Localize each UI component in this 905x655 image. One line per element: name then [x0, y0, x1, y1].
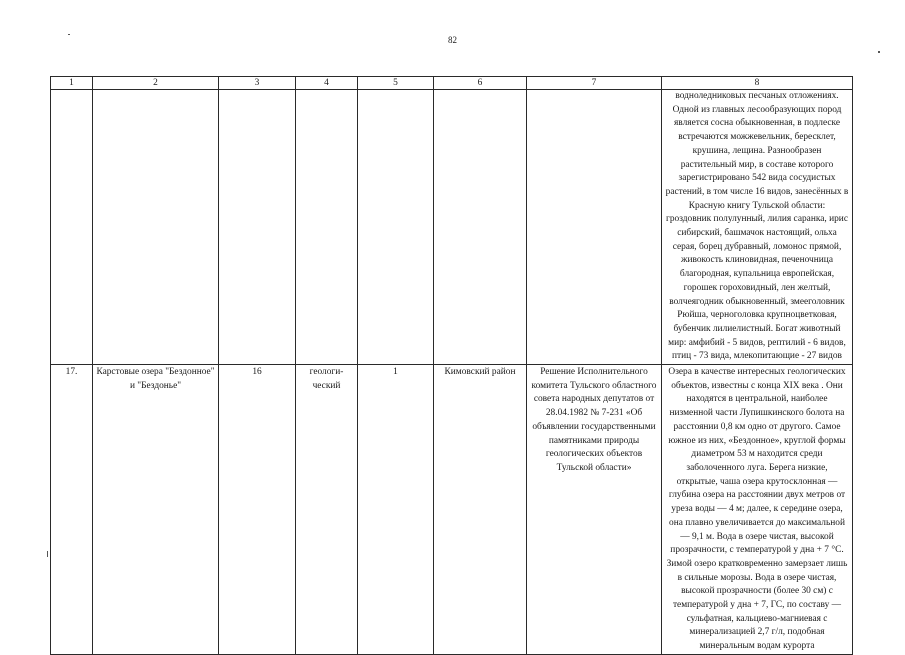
description-cell: водноледниковых песчаных отложениях. Одной из главных лесообразующих пород является сосна обыкновенная, в подлеске встречаются можжевельник, бересклет, крушина, лещина. Разнообразен растительный мир, в составе которого зарегистрировано 542 вида сосудистых растений, в том числе 16 видов, занесённых в Красную книгу Тульской области: гроздовник полулунный, лилия саранка, ирис сибирский, башмачок настоящий, ольха серая, борец дубравный, ломонос прямой, живокость клиновидная, печеночница благородная, купальница европейская, горошек гороховидный, лен желтый, волчеягодник обыкновенный, змееголовник Рюйша, черноголовка крупноцветковая, бубенчик лилиелистный. Богат животный мир: амфибий - 5 видов, рептилий - 6 видов, птиц - 73 вида, млекопитающие - 27 видов [662, 90, 853, 365]
cell-empty [434, 90, 527, 365]
profile-cell: геологи-ческий [296, 365, 358, 655]
cell-empty [296, 90, 358, 365]
document-table [50, 76, 853, 655]
cell-empty [51, 90, 93, 365]
header-cell-6: 6 [434, 77, 527, 90]
cell-empty [93, 90, 219, 365]
header-cell-3: 3 [219, 77, 296, 90]
district-cell: Кимовский район [434, 365, 527, 655]
header-cell-7: 7 [527, 77, 662, 90]
cell-empty [219, 90, 296, 365]
scan-mark [68, 34, 70, 35]
category-cell: 1 [358, 365, 434, 655]
table-row-continuation [51, 90, 853, 365]
header-cell-5: 5 [358, 77, 434, 90]
legal-document-cell: Решение Исполнительного комитета Тульского областного совета народных депутатов от 28.04.1982 № 7-231 «Об объявлении государственными памятниками природы геологических объектов Тульской области» [527, 365, 662, 655]
area-cell: 16 [219, 365, 296, 655]
description-cell: Озера в качестве интересных геологических объектов, известны с конца XIX века . Они находятся в центральной, наиболее низменной части Лупишкинского болота на расстоянии 0,8 км одно от другого. Самое южное из них, «Бездонное», круглой формы диаметром 53 м находится среди заболоченного луга. Берега низкие, открытые, чаша озера крутосклонная — глубина озера на расстоянии двух метров от уреза воды — 4 м; далее, к середине озера, она плавно увеличивается до максимальной — 9,1 м. Вода в озере чистая, высокой прозрачности, с температурой у дна + 7 °С. Зимой озеро кратковременно замерзает лишь в сильные морозы. Вода в озере чистая, высокой прозрачности (более 30 см) с температурой у дна + 7, ГС, по составу — сульфатная, кальциево-магниевая с минерализацией 2,7 г/л, подобная минеральным водам курорта [662, 365, 853, 655]
row-number-cell: 17. [51, 365, 93, 655]
scan-mark [878, 51, 880, 53]
scan-mark [47, 551, 48, 557]
header-cell-4: 4 [296, 77, 358, 90]
cell-empty [358, 90, 434, 365]
header-cell-8: 8 [662, 77, 853, 90]
object-name-cell: Карстовые озера "Бездонное" и "Бездонье" [93, 365, 219, 655]
page-number: 82 [448, 35, 457, 45]
header-cell-2: 2 [93, 77, 219, 90]
cell-empty [527, 90, 662, 365]
header-cell-1: 1 [51, 77, 93, 90]
table-row-17 [51, 365, 853, 655]
table-header-row [51, 77, 853, 90]
